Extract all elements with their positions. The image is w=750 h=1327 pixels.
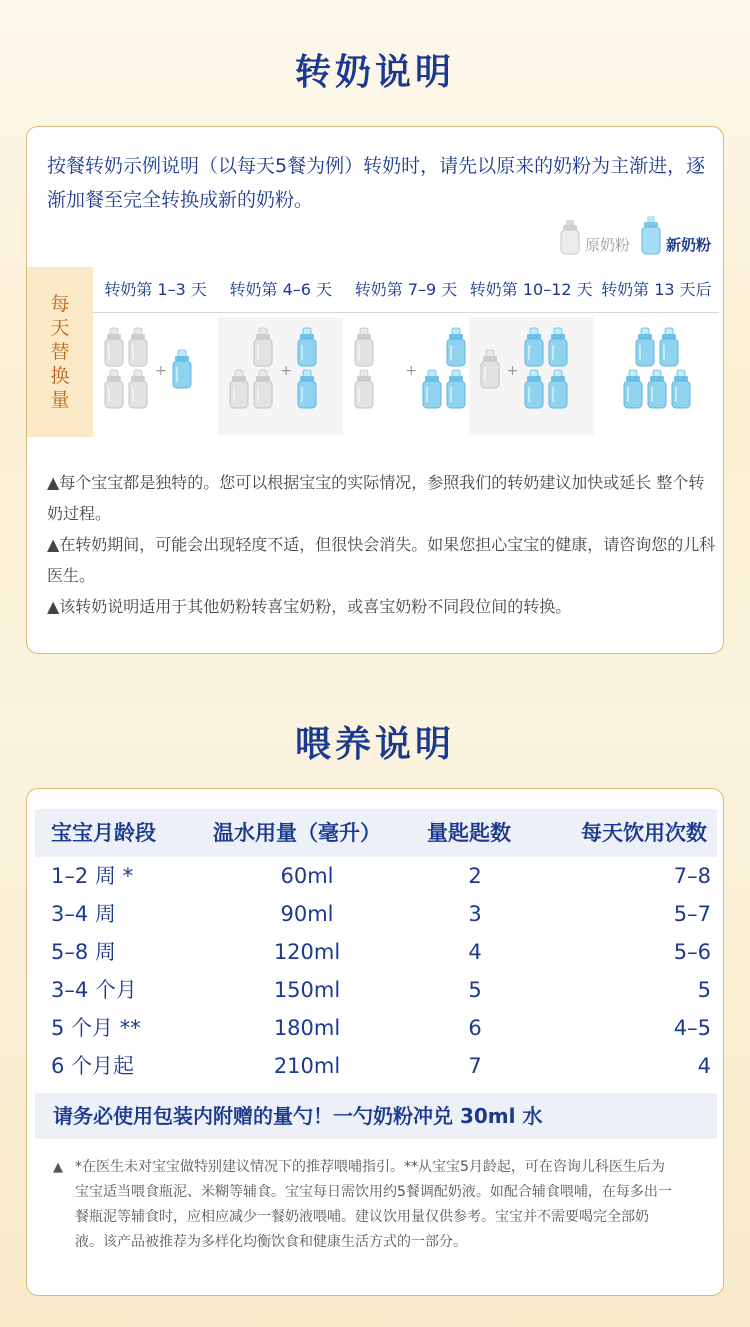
new-formula-bottle-icon [171, 349, 193, 389]
feeding-card [26, 788, 724, 1296]
transition-plan-bottles [93, 317, 719, 435]
old-formula-bottle-icon [353, 327, 375, 367]
transition-notes [47, 467, 717, 622]
old-formula-bottle-icon [127, 369, 149, 409]
old-formula-bottle-icon [252, 327, 274, 367]
plan-cell [218, 317, 343, 435]
new-formula-bottle-icon [634, 327, 656, 367]
transition-intro: 按餐转奶示例说明（以每天5餐为例）转奶时，请先以原来的奶粉为主渐进，逐渐加餐至完全转换成新的奶粉。 [47, 155, 706, 211]
feeding-title: 喂养说明 [294, 724, 455, 765]
table-row: 3–4 周 90ml 3 5–7 [51, 902, 711, 926]
old-formula-bottle-icon [127, 327, 149, 367]
new-formula-bottle-icon [421, 369, 443, 409]
new-formula-bottle-icon [646, 369, 668, 409]
header-age: 宝宝月龄段 [51, 821, 156, 845]
table-row: 5 个月 ** 180ml 6 4–5 [51, 1016, 711, 1040]
plan-cell [93, 317, 218, 435]
footnote-text: *在医生未对宝宝做特别建议情况下的推荐喂哺指引。**从宝宝5月龄起，可在咨询儿科医生后为宝宝适当喂食瓶泥、米糊等辅食。宝宝每日需饮用约5餐调配奶液。如配合辅食喂哺，在每多出一餐瓶泥等辅食时，应相应减少一餐奶液喂哺。建议饮用量仅供参考。宝宝并不需要喝完全部奶液。该产品被推荐为多样化均衡饮食和健康生活方式的一部分。 [75, 1159, 672, 1250]
plan-column-label: 转奶第 7–9 天 [354, 280, 458, 299]
feeding-table-header [35, 809, 717, 857]
transition-card [26, 126, 724, 654]
new-formula-bottle-icon [640, 215, 662, 255]
legend-old [559, 219, 630, 255]
new-formula-bottle-icon [658, 327, 680, 367]
note-item: ▲在转奶期间，可能会出现轻度不适，但很快会消失。如果您担心宝宝的健康，请咨询您的儿科医生。 [47, 535, 716, 585]
old-formula-bottle-icon [252, 369, 274, 409]
legend-new [640, 215, 711, 255]
legend-new-label: 新奶粉 [665, 236, 711, 254]
plan-column-label: 转奶第 13 天后 [601, 280, 712, 299]
plan-column-label: 转奶第 1–3 天 [104, 280, 207, 299]
feeding-footnote [53, 1155, 675, 1255]
plan-cell [594, 317, 719, 435]
new-formula-bottle-icon [523, 327, 545, 367]
note-item: ▲该转奶说明适用于其他奶粉转喜宝奶粉，或喜宝奶粉不同段位间的转换。 [47, 597, 572, 616]
header-scoops: 量匙匙数 [427, 821, 511, 845]
note-item: ▲每个宝宝都是独特的。您可以根据宝宝的实际情况，参照我们的转奶建议加快或延长 整个转奶过程。 [47, 473, 705, 523]
old-formula-bottle-icon [559, 219, 581, 255]
new-formula-bottle-icon [296, 327, 318, 367]
table-row: 5–8 周 120ml 4 5–6 [51, 940, 711, 964]
new-formula-bottle-icon [547, 369, 569, 409]
transition-plan-header [93, 267, 719, 313]
header-water: 温水用量（毫升） [213, 821, 381, 845]
plus-sign: + [506, 363, 519, 379]
plan-column-label: 转奶第 10–12 天 [469, 280, 593, 299]
old-formula-bottle-icon [103, 369, 125, 409]
plus-sign: + [155, 363, 167, 379]
plan-cell [469, 317, 594, 435]
old-formula-bottle-icon [479, 349, 501, 389]
new-formula-bottle-icon [547, 327, 569, 367]
table-row: 3–4 个月 150ml 5 5 [51, 978, 711, 1002]
scoop-instruction: 请务必使用包装内附赠的量勺！一勺奶粉冲兑 30ml 水 [35, 1093, 717, 1139]
plus-sign: + [280, 363, 292, 379]
table-row: 6 个月起 210ml 7 4 [51, 1054, 711, 1078]
new-formula-bottle-icon [296, 369, 318, 409]
plan-column-label: 转奶第 4–6 天 [229, 280, 333, 299]
old-formula-bottle-icon [228, 369, 250, 409]
old-formula-bottle-icon [353, 369, 375, 409]
daily-replacement-label: 每 天 替 换 量 [27, 267, 93, 437]
new-formula-bottle-icon [622, 369, 644, 409]
new-formula-bottle-icon [523, 369, 545, 409]
table-row: 1–2 周 * 60ml 2 7–8 [51, 864, 711, 888]
bottle-legend [559, 215, 711, 255]
footnote-triangle-icon: ▲ [53, 1160, 63, 1175]
header-times: 每天饮用次数 [581, 821, 707, 845]
plus-sign: + [405, 363, 418, 379]
plan-cell [343, 317, 468, 435]
new-formula-bottle-icon [670, 369, 692, 409]
transition-title: 转奶说明 [294, 52, 455, 93]
new-formula-bottle-icon [445, 369, 467, 409]
old-formula-bottle-icon [103, 327, 125, 367]
legend-old-label: 原奶粉 [584, 236, 630, 254]
new-formula-bottle-icon [445, 327, 467, 367]
